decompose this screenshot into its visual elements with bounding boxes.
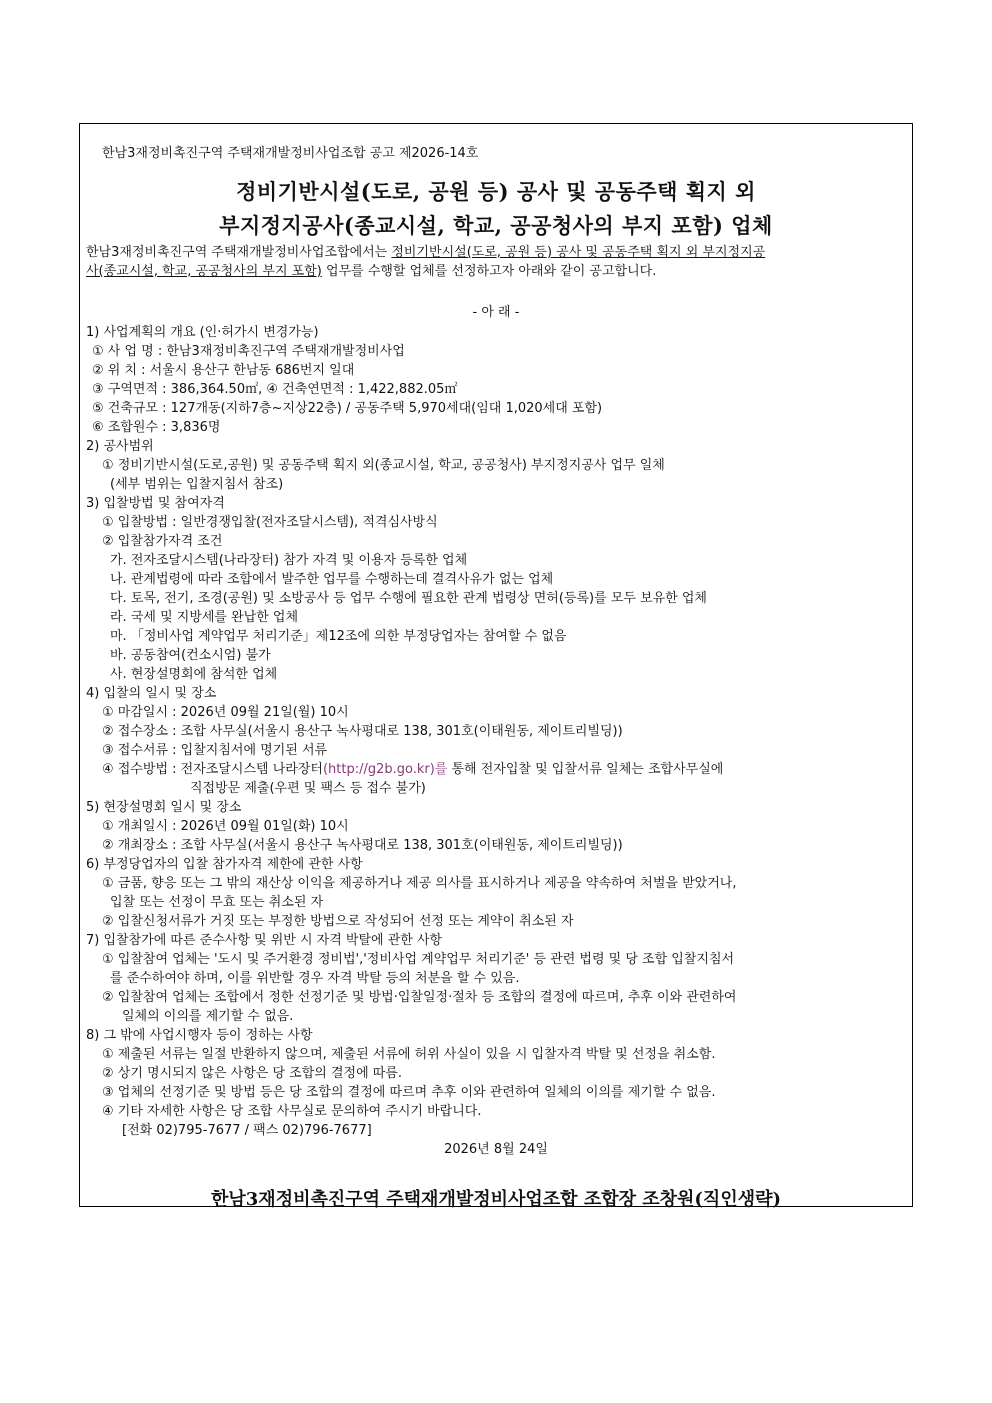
title-line-2: 부지정지공사(종교시설, 학교, 공공청사의 부지 포함) 업체	[219, 213, 773, 238]
list-item: ② 상기 명시되지 않은 사항은 당 조합의 결정에 따름.	[102, 1066, 403, 1081]
section-heading: 5) 현장설명회 일시 및 장소	[86, 800, 242, 815]
list-item: (세부 범위는 입찰지침서 참조)	[110, 477, 284, 492]
list-item: 일체의 이의를 제기할 수 없음.	[122, 1009, 294, 1024]
list-item: ② 위 치 : 서울시 용산구 한남동 686번지 일대	[92, 363, 355, 378]
section-heading: - 아 래 -	[472, 305, 520, 320]
list-item: 나. 관계법령에 따라 조합에서 발주한 업무를 수행하는데 결격사유가 없는 업체	[110, 572, 554, 587]
list-item	[86, 760, 906, 779]
intro-text: 한남3재정비촉진구역 주택재개발정비사업조합에서는	[86, 245, 392, 260]
section-heading: 3) 입찰방법 및 참여자격	[86, 496, 225, 511]
intro-underlined-text: 사(종교시설, 학교, 공공청사의 부지 포함)	[86, 264, 322, 279]
list-item: 바. 공동참여(컨소시엄) 불가	[110, 648, 271, 663]
intro-underlined-text: 정비기반시설(도로, 공원 등) 공사 및 공동주택 획지 외 부지정지공	[391, 245, 766, 260]
list-item: 다. 토목, 전기, 조경(공원) 및 소방공사 등 업무 수행에 필요한 관계 법령상 면허(등록)를 모두 보유한 업체	[110, 591, 707, 606]
contact-info: [전화 02)795-7677 / 팩스 02)796-7677]	[122, 1123, 372, 1138]
signature: 한남3재정비촉진구역 주택재개발정비사업조합 조합장 조창원(직인생략)	[211, 1189, 781, 1210]
list-item: 사. 현장설명회에 참석한 업체	[110, 667, 278, 682]
list-item: ⑤ 건축규모 : 127개동(지하7층~지상22층) / 공동주택 5,970세대(임대 1,020세대 포함)	[92, 401, 603, 416]
intro-text: 업무를 수행할 업체를 선정하고자 아래와 같이 공고합니다.	[321, 264, 657, 279]
notice-frame	[79, 123, 913, 1210]
list-item: ① 입찰참여 업체는 '도시 및 주거환경 정비법','정비사업 계약업무 처리기준' 등 관련 법령 및 당 조합 입찰지침서	[102, 952, 735, 967]
g2b-link[interactable]: (http://g2b.go.kr)를	[322, 762, 448, 777]
list-item: 마. 「정비사업 계약업무 처리기준」제12조에 의한 부정당업자는 참여할 수 없음	[110, 629, 567, 644]
list-item: ② 입찰참여 업체는 조합에서 정한 선정기준 및 방법·입찰일정·절차 등 조합의 결정에 따르며, 추후 이와 관련하여	[102, 990, 737, 1005]
section-heading: 7) 입찰참가에 따른 준수사항 및 위반 시 자격 박탈에 관한 사항	[86, 933, 443, 948]
list-item: 라. 국세 및 지방세를 완납한 업체	[110, 610, 299, 625]
list-item: ① 제출된 서류는 일절 반환하지 않으며, 제출된 서류에 허위 사실이 있을 시 입찰자격 박탈 및 선정을 취소함.	[102, 1047, 716, 1062]
section-heading: 6) 부정당업자의 입찰 참가자격 제한에 관한 사항	[86, 857, 363, 872]
list-item: ② 접수장소 : 조합 사무실(서울시 용산구 녹사평대로 138, 301호(이태원동, 제이트리빌딩))	[102, 724, 623, 739]
list-item: ① 입찰방법 : 일반경쟁입찰(전자조달시스템), 적격심사방식	[102, 515, 438, 530]
list-item-text: ④ 접수방법 : 전자조달시스템 나라장터	[102, 762, 323, 777]
list-item: ③ 업체의 선정기준 및 방법 등은 당 조합의 결정에 따르며 추후 이와 관련하여 일체의 이의를 제기할 수 없음.	[102, 1085, 716, 1100]
list-item: 입찰 또는 선정이 무효 또는 취소된 자	[110, 895, 324, 910]
section-heading: 4) 입찰의 일시 및 장소	[86, 686, 217, 701]
list-item: 를 준수하여야 하며, 이를 위반할 경우 자격 박탈 등의 처분을 할 수 있음.	[110, 971, 520, 986]
section-heading: 1) 사업계획의 개요 (인·허가시 변경가능)	[86, 325, 319, 340]
intro-paragraph	[86, 243, 906, 281]
list-item: ① 정비기반시설(도로,공원) 및 공동주택 획지 외(종교시설, 학교, 공공청사) 부지정지공사 업무 일체	[102, 458, 665, 473]
list-item: ② 입찰참가자격 조건	[102, 534, 223, 549]
section-heading: 2) 공사범위	[86, 439, 154, 454]
list-item: ① 개최일시 : 2026년 09월 01일(화) 10시	[102, 819, 349, 834]
list-item: ① 금품, 향응 또는 그 밖의 재산상 이익을 제공하거나 제공 의사를 표시하거나 제공을 약속하여 처벌을 받았거나,	[102, 876, 737, 891]
list-item-text: 통해 전자입찰 및 입찰서류 일체는 조합사무실에	[447, 762, 724, 777]
list-item: ④ 기타 자세한 사항은 당 조합 사무실로 문의하여 주시기 바랍니다.	[102, 1104, 482, 1119]
list-item: ③ 접수서류 : 입찰지침서에 명기된 서류	[102, 743, 328, 758]
section-heading: 8) 그 밖에 사업시행자 등이 정하는 사항	[86, 1028, 313, 1043]
notice-body	[86, 323, 906, 1159]
list-item: ③ 구역면적 : 386,364.50㎡, ④ 건축연면적 : 1,422,882.05㎡	[92, 382, 458, 397]
list-item: ② 개최장소 : 조합 사무실(서울시 용산구 녹사평대로 138, 301호(이태원동, 제이트리빌딩))	[102, 838, 623, 853]
list-item: 직접방문 제출(우편 및 팩스 등 접수 불가)	[190, 781, 426, 796]
list-item: 가. 전자조달시스템(나라장터) 참가 자격 및 이용자 등록한 업체	[110, 553, 468, 568]
notice-number: 한남3재정비촉진구역 주택재개발정비사업조합 공고 제2026-14호	[102, 146, 479, 161]
title-line-1: 정비기반시설(도로, 공원 등) 공사 및 공동주택 획지 외	[236, 179, 756, 204]
list-item: ② 입찰신청서류가 거짓 또는 부정한 방법으로 작성되어 선정 또는 계약이 취소된 자	[102, 914, 574, 929]
list-item: ⑥ 조합원수 : 3,836명	[92, 420, 221, 435]
list-item: ① 사 업 명 : 한남3재정비촉진구역 주택재개발정비사업	[92, 344, 405, 359]
list-item: ① 마감일시 : 2026년 09월 21일(월) 10시	[102, 705, 349, 720]
notice-date: 2026년 8월 24일	[444, 1142, 548, 1157]
